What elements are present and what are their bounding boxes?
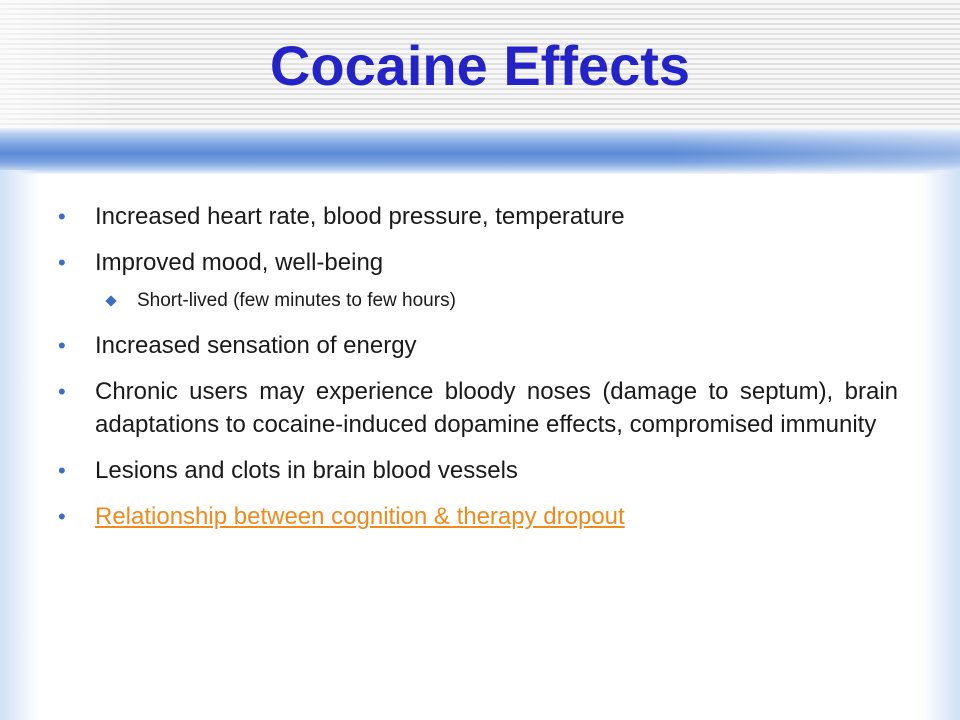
bullet-text: Increased heart rate, blood pressure, temperature <box>95 203 625 230</box>
bullet-dot-icon: • <box>58 379 66 404</box>
bullet-dot-icon: • <box>58 250 66 275</box>
bullet-item <box>58 329 898 362</box>
sub-bullet-item <box>58 288 898 314</box>
bullet-list <box>58 200 898 546</box>
relationship-link[interactable]: Relationship between cognition & therapy dropout <box>95 503 625 530</box>
blue-bar-fade <box>0 128 960 174</box>
bullet-text: Improved mood, well-being <box>95 249 384 276</box>
bullet-dot-icon: • <box>58 204 66 229</box>
bullet-dot-icon: • <box>58 458 66 483</box>
bullet-dot-icon: • <box>58 504 66 529</box>
sub-bullet-text: Short-lived (few minutes to few hours) <box>137 290 456 311</box>
bullet-text: Chronic users may experience bloody noses (damage to septum), brain adaptations to cocaine-induced dopamine effects, compromised immunity <box>95 378 898 438</box>
bullet-dot-icon: • <box>58 333 66 358</box>
bullet-item-link <box>58 500 898 533</box>
diamond-bullet-icon <box>105 295 116 306</box>
bullet-item <box>58 200 898 233</box>
slide-title: Cocaine Effects <box>269 34 691 97</box>
bullet-item <box>58 375 898 441</box>
bullet-text: Increased sensation of energy <box>95 332 417 359</box>
bullet-item <box>58 454 898 487</box>
left-edge-shade <box>0 170 40 720</box>
bullet-item <box>58 246 898 279</box>
right-edge-shade <box>920 170 960 720</box>
bullet-text: Lesions and clots in brain blood vessels <box>95 457 518 484</box>
